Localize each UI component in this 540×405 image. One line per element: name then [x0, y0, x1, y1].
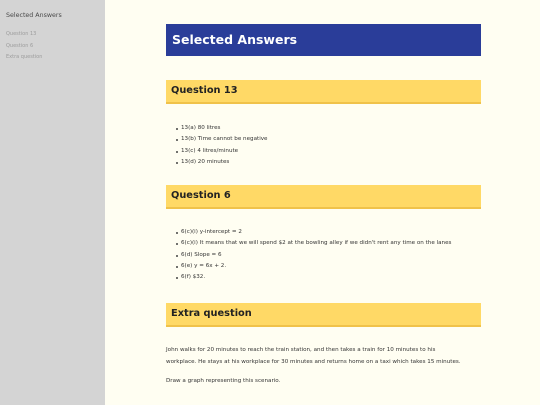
scenario-line: John walks for 20 minutes to reach the train station, and then takes a train for 10 minutes to his: [166, 347, 436, 353]
list-item: 13(c) 4 litres/minute: [176, 146, 268, 157]
list-item: 13(d) 20 minutes: [176, 157, 268, 168]
list-item: 6(f) $32.: [176, 272, 451, 283]
sidebar-link-question-6[interactable]: Question 6: [6, 43, 34, 49]
question-6-heading: Question 6: [166, 185, 481, 209]
list-item: 6(e) y = 6x + 2.: [176, 261, 451, 272]
list-item: 6(d) Slope = 6: [176, 250, 451, 261]
sidebar: [0, 0, 105, 405]
extra-question-heading: Extra question: [166, 303, 481, 327]
extra-question-scenario: [166, 345, 484, 368]
page-title: Selected Answers: [166, 24, 481, 56]
question-6-answers: [176, 227, 451, 283]
scenario-line: workplace. He stays at his workplace for 30 minutes and returns home on a taxi which takes 15 minutes.: [166, 358, 461, 365]
question-13-heading: Question 13: [166, 80, 481, 104]
sidebar-title: Selected Answers: [6, 12, 62, 19]
sidebar-link-extra-question[interactable]: Extra question: [6, 54, 43, 60]
list-item: 13(b) Time cannot be negative: [176, 134, 268, 145]
list-item: 13(a) 80 litres: [176, 123, 268, 134]
list-item: 6(c)(i) It means that we will spend $2 at the bowling alley if we didn't rent any time on the lanes: [176, 238, 451, 249]
extra-question-instruction: Draw a graph representing this scenario.: [166, 378, 281, 384]
question-13-answers: [176, 123, 268, 168]
list-item: 6(c)(i) y-intercept = 2: [176, 227, 451, 238]
sidebar-link-question-13[interactable]: Question 13: [6, 31, 37, 37]
